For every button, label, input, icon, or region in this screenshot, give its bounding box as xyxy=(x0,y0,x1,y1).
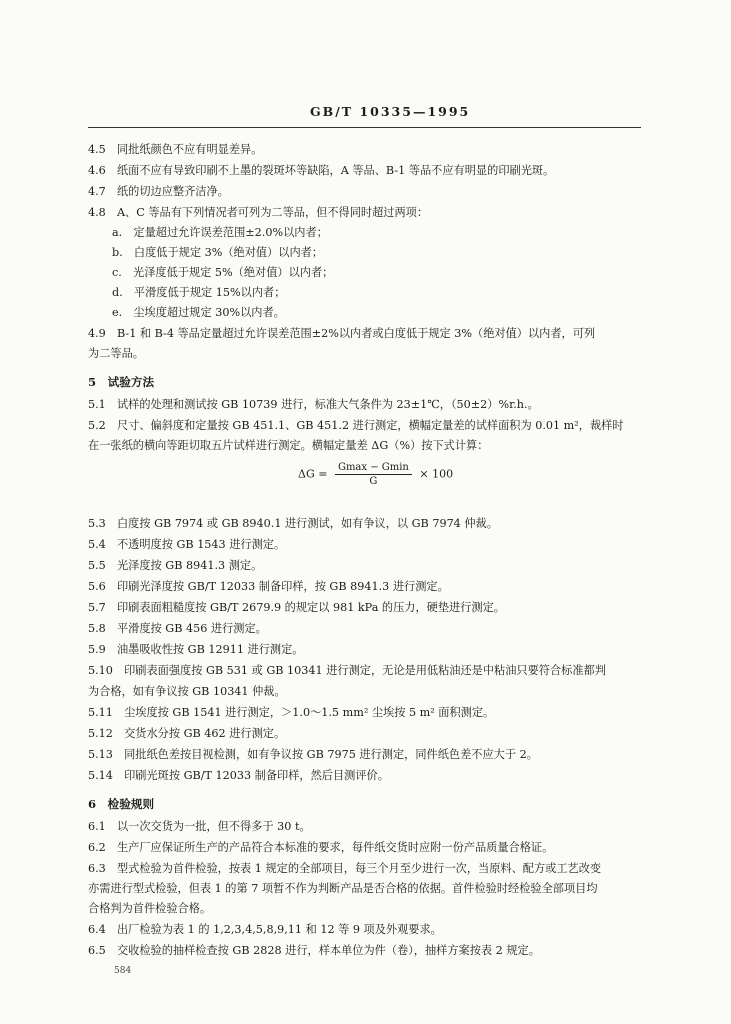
clause-5-4: 5.4 不透明度按 GB 1543 进行测定。 xyxy=(88,538,286,551)
clause-5-9: 5.9 油墨吸收性按 GB 12911 进行测定。 xyxy=(88,643,304,656)
clause-5-2-line2: 在一张纸的横向等距切取五片试样进行测定。横幅定量差 ΔG（%）按下式计算： xyxy=(88,439,489,452)
clause-4-8-c: c. 光泽度低于规定 5%（绝对值）以内者； xyxy=(112,266,334,279)
clause-4-9-line2: 为二等品。 xyxy=(88,347,144,360)
clause-5-10-line1: 5.10 印刷表面强度按 GB 531 或 GB 10341 进行测定，无论是用低粘油还是中粘油只要符合标准都判 xyxy=(88,664,606,677)
clause-5-6: 5.6 印刷光泽度按 GB/T 12033 制备印样，按 GB 8941.3 进行测定。 xyxy=(88,580,449,593)
formula-fraction xyxy=(335,462,412,487)
page-header-standard-no: GB/T 10335—1995 xyxy=(310,104,471,119)
clause-6-1: 6.1 以一次交货为一批，但不得多于 30 t。 xyxy=(88,820,311,833)
clause-6-3-line3: 合格判为首件检验合格。 xyxy=(88,902,212,915)
clause-4-5: 4.5 同批纸颜色不应有明显差异。 xyxy=(88,143,263,156)
clause-4-8-d: d. 平滑度低于规定 15%以内者； xyxy=(112,286,286,299)
formula-delta-g xyxy=(298,462,453,487)
clause-6-4: 6.4 出厂检验为表 1 的 1,2,3,4,5,8,9,11 和 12 等 9 项及外观要求。 xyxy=(88,923,442,936)
clause-5-8: 5.8 平滑度按 GB 456 进行测定。 xyxy=(88,622,267,635)
clause-6-5: 6.5 交收检验的抽样检查按 GB 2828 进行，样本单位为件（卷），抽样方案按表 2 规定。 xyxy=(88,944,540,957)
clause-5-5: 5.5 光泽度按 GB 8941.3 测定。 xyxy=(88,559,263,572)
clause-4-7: 4.7 纸的切边应整齐洁净。 xyxy=(88,185,229,198)
clause-4-8-e: e. 尘埃度超过规定 30%以内者。 xyxy=(112,306,285,319)
clause-4-6: 4.6 纸面不应有导致印刷不上墨的裂斑坏等缺陷，A 等品、B-1 等品不应有明显的印刷光斑。 xyxy=(88,164,555,177)
clause-5-1: 5.1 试样的处理和测试按 GB 10739 进行，标准大气条件为 23±1℃，（50±2）%r.h.。 xyxy=(88,398,539,411)
clause-5-11: 5.11 尘埃度按 GB 1541 进行测定，＞1.0～1.5 mm² 尘埃按 5 m² 面积测定。 xyxy=(88,706,495,719)
clause-5-7: 5.7 印刷表面粗糙度按 GB/T 2679.9 的规定以 981 kPa 的压力，硬垫进行测定。 xyxy=(88,601,505,614)
formula-lhs: ΔG = xyxy=(298,467,328,481)
clause-5-2-line1: 5.2 尺寸、偏斜度和定量按 GB 451.1、GB 451.2 进行测定，横幅定量差的试样面积为 0.01 m²，裁样时 xyxy=(88,419,624,432)
section-5-title: 5 试验方法 xyxy=(88,375,155,389)
formula-tail: × 100 xyxy=(419,467,454,481)
clause-4-8: 4.8 A、C 等品有下列情况者可列为二等品，但不得同时超过两项： xyxy=(88,206,429,219)
section-6-title: 6 检验规则 xyxy=(88,797,155,811)
clause-5-13: 5.13 同批纸色差按目视检测，如有争议按 GB 7975 进行测定，同件纸色差不应大于 2。 xyxy=(88,748,538,761)
clause-6-3-line2: 亦需进行型式检验，但表 1 的第 7 项暂不作为判断产品是否合格的依据。首件检验时经检验全部项目均 xyxy=(88,882,598,895)
formula-denominator: G xyxy=(369,476,378,487)
clause-6-3-line1: 6.3 型式检验为首件检验，按表 1 规定的全部项目，每三个月至少进行一次，当原料、配方或工艺改变 xyxy=(88,862,602,875)
clause-5-3: 5.3 白度按 GB 7974 或 GB 8940.1 进行测试，如有争议，以 GB 7974 仲裁。 xyxy=(88,517,498,530)
header-rule xyxy=(88,127,641,128)
clause-6-2: 6.2 生产厂应保证所生产的产品符合本标准的要求，每件纸交货时应附一份产品质量合格证。 xyxy=(88,841,554,854)
clause-5-14: 5.14 印刷光斑按 GB/T 12033 制备印样，然后目测评价。 xyxy=(88,769,389,782)
formula-numerator: Gmax − Gmin xyxy=(335,462,412,475)
clause-5-12: 5.12 交货水分按 GB 462 进行测定。 xyxy=(88,727,286,740)
clause-4-9-line1: 4.9 B-1 和 B-4 等品定量超过允许误差范围±2%以内者或白度低于规定 3%（绝对值）以内者，可列 xyxy=(88,327,596,340)
clause-4-8-a: a. 定量超过允许误差范围±2.0%以内者； xyxy=(112,226,328,239)
clause-5-10-line2: 为合格，如有争议按 GB 10341 仲裁。 xyxy=(88,685,286,698)
clause-4-8-b: b. 白度低于规定 3%（绝对值）以内者； xyxy=(112,246,324,259)
page-number: 584 xyxy=(114,966,132,976)
